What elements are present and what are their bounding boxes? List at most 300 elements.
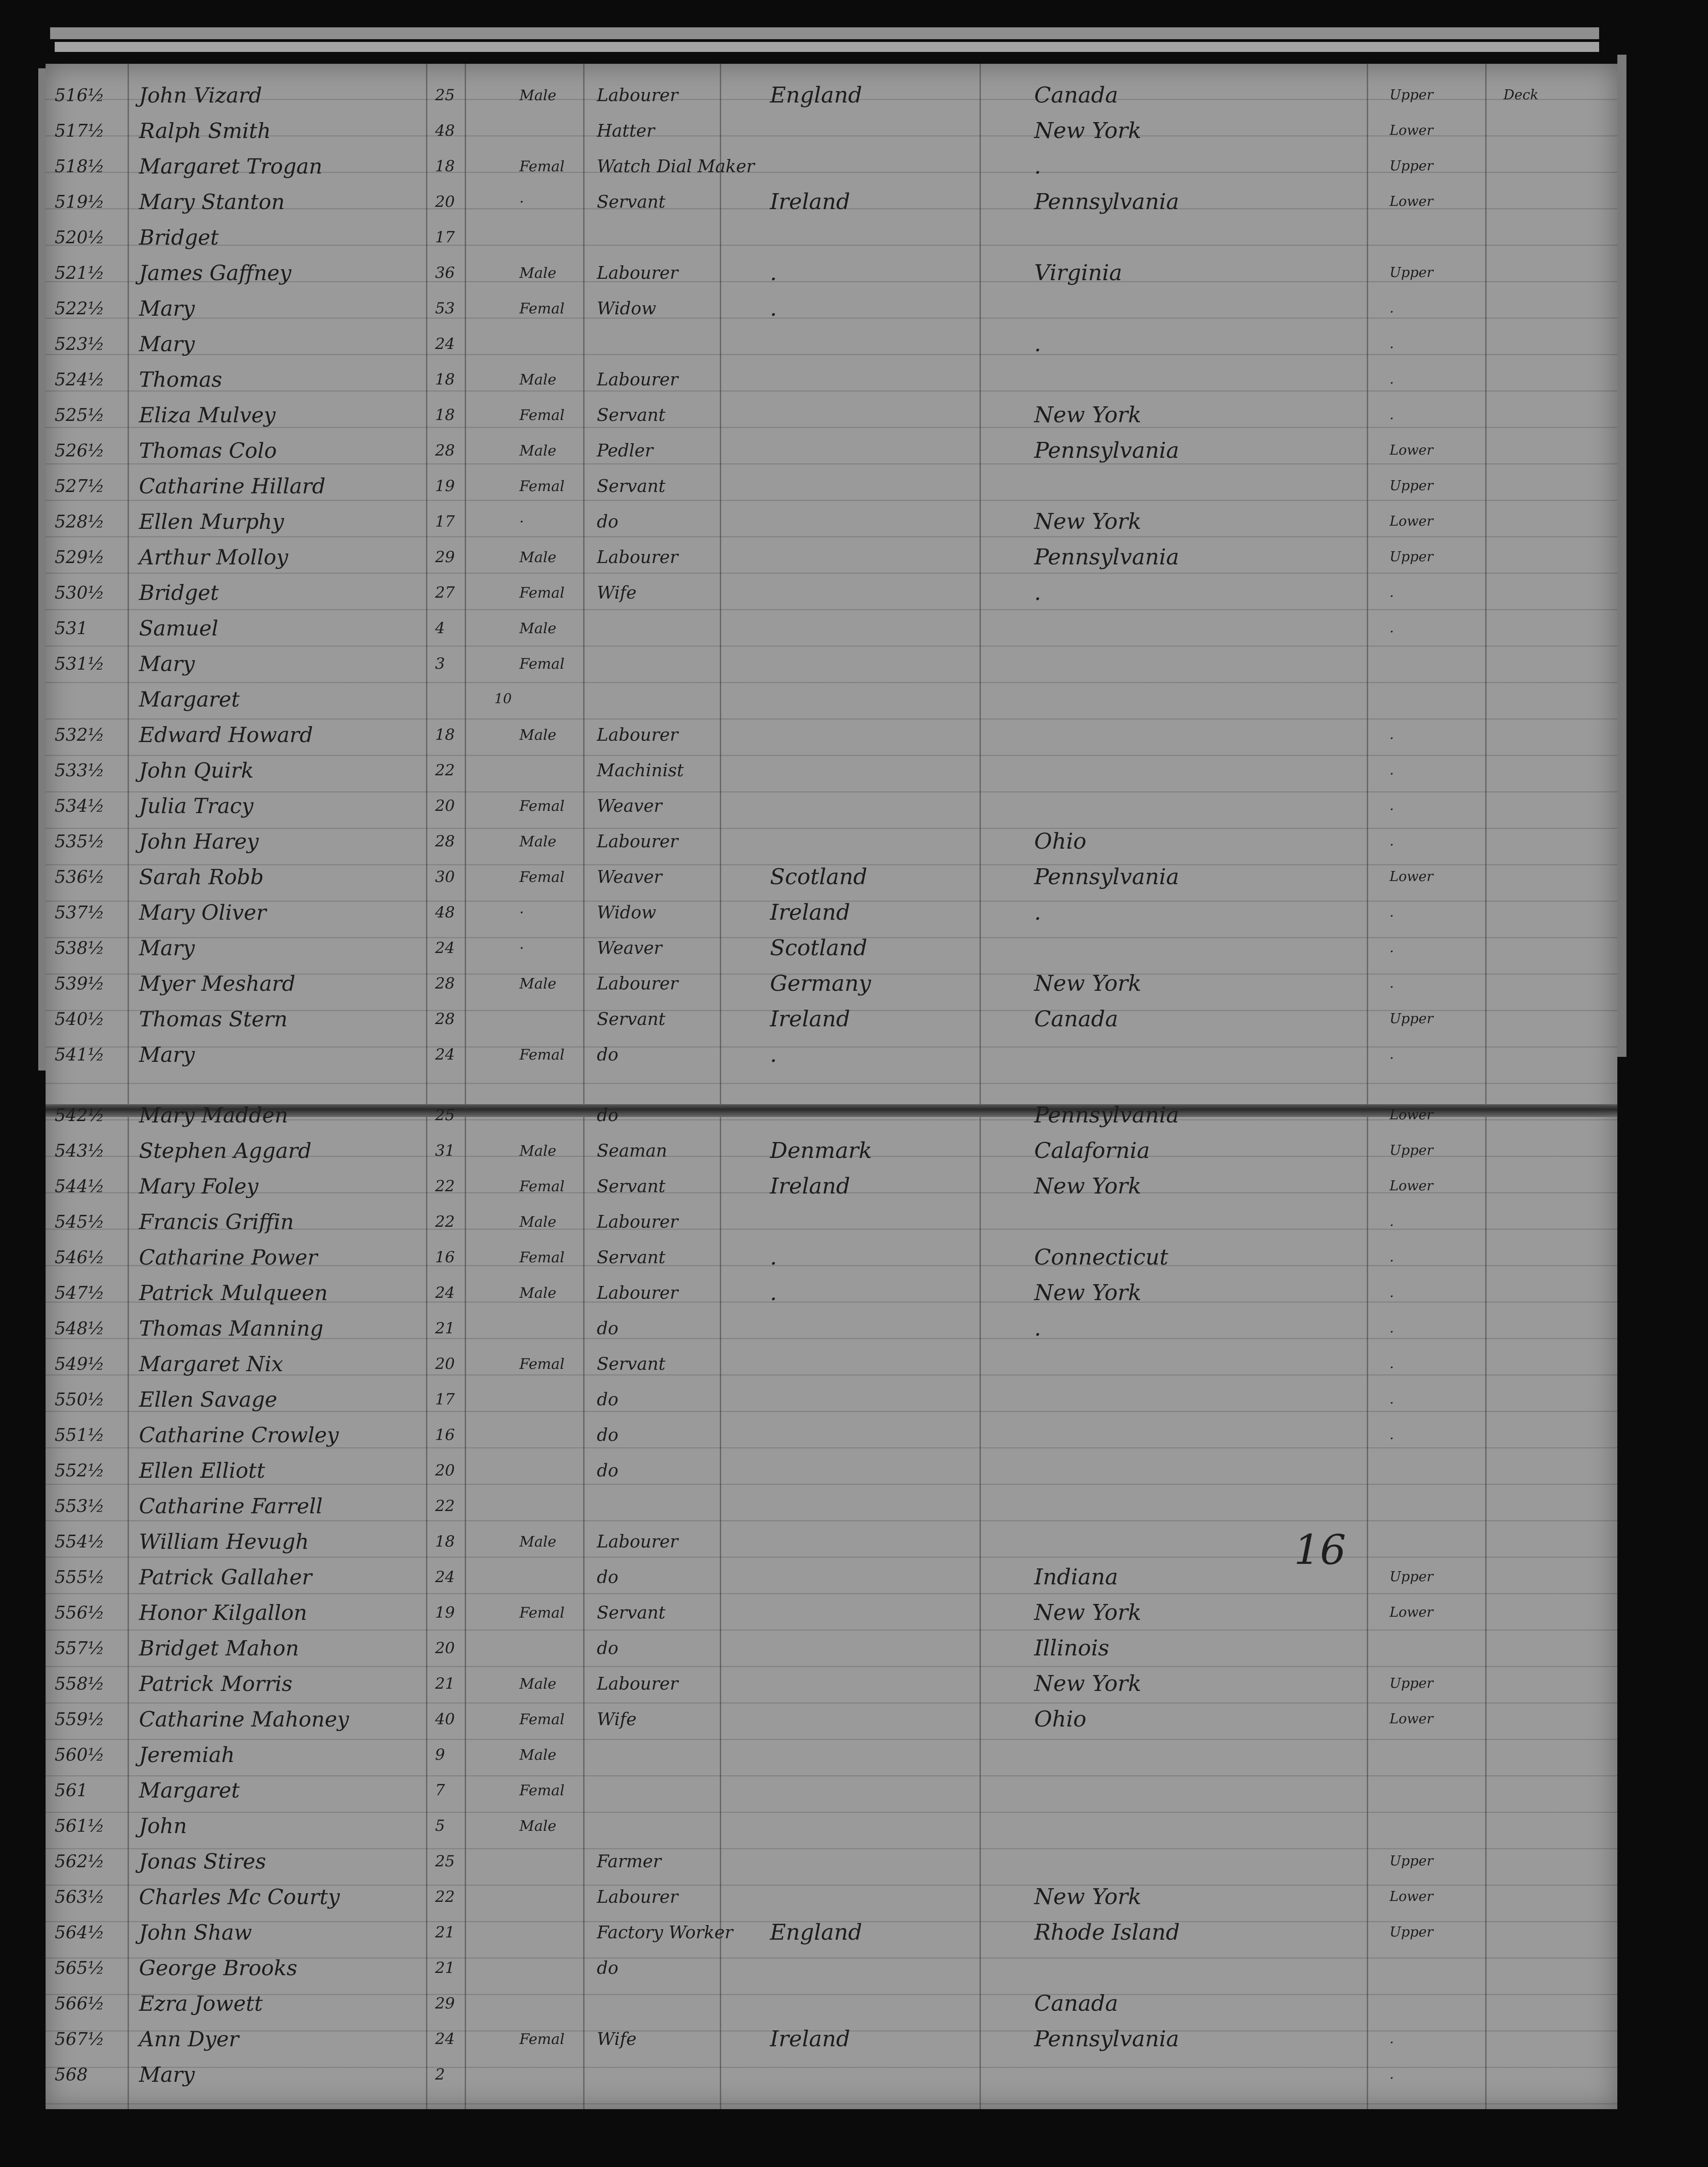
occupation: Hatter: [597, 121, 655, 141]
age: 16: [435, 1248, 455, 1266]
passenger-name: James Gaffney: [139, 261, 292, 285]
deck: Lower: [1390, 194, 1433, 210]
occupation: Machinist: [597, 760, 684, 780]
age: 29: [435, 1994, 455, 2013]
entry-number: 549½: [55, 1354, 105, 1374]
occupation: do: [597, 512, 619, 532]
age: 18: [435, 406, 455, 424]
sex: Femal: [519, 797, 565, 815]
age: 22: [435, 1497, 455, 1515]
entry-number: 551½: [55, 1425, 105, 1445]
manifest-row: [46, 1843, 1617, 1878]
passenger-name: John Shaw: [139, 1920, 252, 1945]
passenger-name: Ellen Savage: [139, 1387, 277, 1412]
age: 7: [435, 1781, 445, 1799]
deck: Upper: [1390, 1924, 1433, 1940]
manifest-row: [46, 858, 1617, 894]
manifest-row: [46, 1239, 1617, 1274]
deck: .: [1390, 336, 1394, 352]
destination: New York: [1034, 1884, 1142, 1910]
age: 21: [435, 1959, 455, 1977]
occupation: Labourer: [597, 1212, 678, 1232]
passenger-name: George Brooks: [139, 1956, 297, 1980]
entry-number: 555½: [55, 1567, 105, 1587]
passenger-name: Francis Griffin: [139, 1209, 294, 1234]
manifest-row: [46, 1036, 1617, 1071]
deck: Lower: [1390, 1178, 1433, 1194]
age: 24: [435, 1045, 455, 1064]
occupation: Factory Worker: [597, 1922, 733, 1942]
sex: Male: [519, 442, 557, 459]
birthplace: .: [770, 1280, 777, 1306]
age: 36: [435, 264, 455, 282]
occupation: Servant: [597, 1176, 666, 1196]
manifest-row: [46, 610, 1617, 645]
age: 18: [435, 726, 455, 744]
sex: Male: [519, 371, 557, 388]
passenger-name: Mary: [139, 332, 195, 356]
age: 17: [435, 512, 455, 531]
destination: Canada: [1034, 1991, 1118, 2016]
deck: .: [1390, 1356, 1394, 1372]
birthplace: Germany: [770, 971, 871, 996]
destination: Pennsylvania: [1034, 864, 1180, 890]
manifest-row: [46, 77, 1617, 112]
deck: Lower: [1390, 442, 1433, 458]
age: 18: [435, 1532, 455, 1551]
entry-number: 564½: [55, 1922, 105, 1942]
age: 25: [435, 1852, 455, 1870]
page-number-mark: 16: [1294, 1526, 1346, 1574]
passenger-name: Mary: [139, 2062, 195, 2087]
entry-number: 521½: [55, 263, 105, 283]
manifest-row: [46, 254, 1617, 290]
destination: Ohio: [1034, 829, 1087, 854]
age: 30: [435, 868, 455, 886]
occupation: Servant: [597, 405, 666, 425]
destination: Virginia: [1034, 260, 1123, 286]
destination: .: [1034, 580, 1041, 605]
deck: .: [1390, 1046, 1394, 1062]
sex: Femal: [519, 868, 565, 886]
passenger-name: Charles Mc Courty: [139, 1885, 340, 1909]
manifest-row: [46, 1452, 1617, 1487]
sex: Femal: [519, 655, 565, 672]
occupation: Labourer: [597, 369, 678, 389]
entry-number: 556½: [55, 1603, 105, 1623]
manifest-row: [46, 1168, 1617, 1203]
entry-number: 560½: [55, 1745, 105, 1765]
passenger-name: Jeremiah: [139, 1742, 235, 1767]
occupation: Wife: [597, 583, 637, 603]
manifest-row: [46, 1949, 1617, 1985]
destination: New York: [1034, 1600, 1142, 1625]
sex: Male: [519, 1142, 557, 1159]
deck: .: [1390, 2066, 1394, 2082]
passenger-name: Patrick Morris: [139, 1671, 292, 1696]
occupation: Weaver: [597, 796, 662, 816]
entry-number: 531: [55, 618, 88, 638]
occupation: Servant: [597, 1009, 666, 1029]
age: 48: [435, 122, 455, 140]
deck: .: [1390, 1427, 1394, 1443]
sex: Femal: [519, 158, 565, 175]
deck: Lower: [1390, 513, 1433, 529]
birthplace: Scotland: [770, 935, 867, 961]
occupation: Servant: [597, 1603, 666, 1623]
occupation: Farmer: [597, 1851, 662, 1871]
entry-number: 519½: [55, 192, 105, 212]
birthplace: .: [770, 296, 777, 321]
entry-number: 558½: [55, 1674, 105, 1694]
passenger-name: Honor Kilgallon: [139, 1600, 308, 1625]
entry-number: 559½: [55, 1709, 105, 1729]
manifest-row: [46, 1807, 1617, 1843]
manifest-row: [46, 219, 1617, 254]
deck: Upper: [1390, 1853, 1433, 1869]
manifest-row: [46, 2056, 1617, 2091]
sex: Femal: [519, 1355, 565, 1373]
manifest-row: [46, 432, 1617, 467]
entry-number: 561½: [55, 1816, 105, 1836]
manifest-row: [46, 1629, 1617, 1665]
age: 27: [435, 584, 455, 602]
sex: Femal: [519, 2030, 565, 2048]
entry-number: 545½: [55, 1212, 105, 1232]
age: 20: [435, 1461, 455, 1480]
deck: .: [1390, 975, 1394, 991]
manifest-row: [46, 1701, 1617, 1736]
entry-number: 528½: [55, 512, 105, 532]
sex: Male: [519, 833, 557, 850]
age: 20: [435, 1639, 455, 1657]
entry-number: 546½: [55, 1247, 105, 1267]
entry-number: 539½: [55, 973, 105, 994]
age: 40: [435, 1710, 455, 1728]
entry-number: 565½: [55, 1958, 105, 1978]
entry-number: 547½: [55, 1283, 105, 1303]
passenger-name: Samuel: [139, 616, 219, 640]
deck: .: [1390, 798, 1394, 814]
entry-number: 541½: [55, 1045, 105, 1065]
sex: Male: [519, 726, 557, 743]
destination: Pennsylvania: [1034, 438, 1180, 463]
manifest-row: [46, 1558, 1617, 1594]
manifest-page: [46, 64, 1617, 2109]
birthplace: .: [770, 1042, 777, 1067]
page-stack-edge-right: [1617, 55, 1626, 1057]
occupation: do: [597, 1425, 619, 1445]
sex: Male: [519, 264, 557, 282]
manifest-row: [46, 503, 1617, 538]
passenger-name: Edward Howard: [139, 722, 313, 747]
deck: Upper: [1390, 1142, 1433, 1158]
manifest-row: [46, 1914, 1617, 1949]
deck: .: [1390, 620, 1394, 636]
manifest-row: [46, 1878, 1617, 1914]
passenger-name: Ann Dyer: [139, 2027, 239, 2051]
sex: Male: [519, 1675, 557, 1692]
age: 21: [435, 1319, 455, 1337]
manifest-row: [46, 716, 1617, 752]
birthplace: England: [770, 82, 862, 108]
manifest-row: [46, 1594, 1617, 1629]
passenger-name: Margaret: [139, 687, 240, 712]
deck: Upper: [1390, 1675, 1433, 1691]
occupation: Servant: [597, 476, 666, 496]
entry-number: 552½: [55, 1460, 105, 1481]
entry-number: 524½: [55, 369, 105, 389]
sex: ·: [519, 904, 524, 921]
deck: .: [1390, 904, 1394, 920]
passenger-name: Margaret Trogan: [139, 154, 323, 179]
destination: Pennsylvania: [1034, 2026, 1180, 2052]
occupation: Labourer: [597, 831, 678, 851]
entry-number: 526½: [55, 441, 105, 461]
age: 22: [435, 1213, 455, 1231]
manifest-row: [46, 361, 1617, 396]
passenger-name: Julia Tracy: [139, 794, 254, 818]
occupation: Servant: [597, 1354, 666, 1374]
passenger-name: Ellen Murphy: [139, 509, 284, 534]
age: 4: [435, 619, 445, 637]
manifest-row: [46, 752, 1617, 787]
sex: Femal: [519, 406, 565, 424]
age: 24: [435, 2030, 455, 2048]
manifest-row: [46, 1736, 1617, 1772]
passenger-name: John: [139, 1814, 187, 1838]
deck: Lower: [1390, 1604, 1433, 1620]
manifest-row: [46, 1665, 1617, 1701]
destination: Connecticut: [1034, 1245, 1169, 1270]
deck: .: [1390, 584, 1394, 600]
age: 3: [435, 655, 445, 673]
entry-number: 536½: [55, 867, 105, 887]
sex: Male: [519, 548, 557, 566]
occupation: Pedler: [597, 441, 653, 461]
birthplace: Scotland: [770, 864, 867, 890]
entry-number: 553½: [55, 1496, 105, 1516]
deck: .: [1390, 371, 1394, 387]
occupation: Widow: [597, 902, 657, 922]
passenger-name: Jonas Stires: [139, 1849, 266, 1874]
deck: .: [1390, 762, 1394, 778]
manifest-row: [46, 1523, 1617, 1558]
age: 28: [435, 441, 455, 460]
passenger-name: Catharine Farrell: [139, 1494, 323, 1518]
entry-number: 535½: [55, 831, 105, 851]
manifest-row: [46, 148, 1617, 183]
age: 9: [435, 1746, 445, 1764]
sex: Male: [519, 1284, 557, 1301]
sex: Femal: [519, 477, 565, 495]
passenger-name: Catharine Power: [139, 1245, 318, 1270]
passenger-name: Margaret: [139, 1778, 240, 1803]
extra-note: 10: [494, 691, 512, 707]
birthplace: Ireland: [770, 189, 850, 215]
passenger-name: Mary Stanton: [139, 190, 285, 214]
entry-number: 550½: [55, 1389, 105, 1409]
destination: .: [1034, 331, 1041, 357]
age: 28: [435, 974, 455, 993]
sex: Femal: [519, 1249, 565, 1266]
age: 53: [435, 299, 455, 318]
occupation: Wife: [597, 2029, 637, 2049]
manifest-row: [46, 894, 1617, 929]
occupation: do: [597, 1105, 619, 1125]
manifest-row: [46, 467, 1617, 503]
entry-number: 542½: [55, 1105, 105, 1125]
birthplace: Ireland: [770, 1173, 850, 1199]
passenger-name: Bridget Mahon: [139, 1636, 299, 1660]
passenger-name: Mary: [139, 936, 195, 960]
birthplace: Denmark: [770, 1138, 872, 1163]
passenger-name: John Vizard: [139, 83, 262, 108]
destination: Indiana: [1034, 1564, 1118, 1590]
destination: Canada: [1034, 82, 1118, 108]
occupation: Servant: [597, 1247, 666, 1267]
deck: .: [1390, 1249, 1394, 1265]
deck: Lower: [1390, 1889, 1433, 1905]
manifest-row: [46, 1772, 1617, 1807]
entry-number: 525½: [55, 405, 105, 425]
destination: Pennsylvania: [1034, 544, 1180, 570]
deck: Lower: [1390, 1711, 1433, 1727]
manifest-row: [46, 1096, 1617, 1132]
passenger-name: Thomas Colo: [139, 438, 277, 463]
age: 25: [435, 86, 455, 104]
manifest-row: [46, 574, 1617, 610]
passenger-name: Thomas Manning: [139, 1316, 323, 1341]
entry-number: 517½: [55, 121, 105, 141]
occupation: Watch Dial Maker: [597, 156, 755, 176]
manifest-row: [46, 681, 1617, 716]
sex: Femal: [519, 584, 565, 601]
sex: ·: [519, 193, 524, 210]
occupation: do: [597, 1389, 619, 1409]
sex: Male: [519, 1533, 557, 1550]
manifest-row: [46, 538, 1617, 574]
passenger-name: Eliza Mulvey: [139, 403, 276, 427]
passenger-name: Arthur Molloy: [139, 545, 288, 569]
age: 48: [435, 903, 455, 922]
entry-number: 554½: [55, 1532, 105, 1552]
entry-number: 567½: [55, 2029, 105, 2049]
passenger-name: Catharine Crowley: [139, 1423, 339, 1447]
passenger-name: Ralph Smith: [139, 118, 271, 143]
occupation: Labourer: [597, 1674, 678, 1694]
destination: New York: [1034, 1173, 1142, 1199]
age: 21: [435, 1923, 455, 1942]
entry-number: 543½: [55, 1141, 105, 1161]
passenger-name: Mary Oliver: [139, 900, 267, 925]
destination: New York: [1034, 1671, 1142, 1696]
deck: .: [1390, 833, 1394, 849]
entry-number: 568: [55, 2065, 88, 2085]
passenger-name: William Hevugh: [139, 1529, 309, 1554]
passenger-name: Margaret Nix: [139, 1352, 283, 1376]
occupation: do: [597, 1045, 619, 1065]
occupation: do: [597, 1318, 619, 1338]
destination: Canada: [1034, 1006, 1118, 1032]
passenger-name: Sarah Robb: [139, 865, 264, 889]
manifest-row: [46, 1487, 1617, 1523]
entry-number: 533½: [55, 760, 105, 780]
occupation: do: [597, 1958, 619, 1978]
age: 20: [435, 193, 455, 211]
passenger-name: Ellen Elliott: [139, 1458, 265, 1483]
manifest-row: [46, 1985, 1617, 2020]
destination: New York: [1034, 402, 1142, 428]
passenger-name: Thomas: [139, 367, 222, 392]
birthplace: Ireland: [770, 1006, 850, 1032]
deck: Lower: [1390, 123, 1433, 138]
age: 20: [435, 1355, 455, 1373]
entry-number: 530½: [55, 583, 105, 603]
sex: Femal: [519, 300, 565, 317]
age: 24: [435, 1284, 455, 1302]
sex: Femal: [519, 1711, 565, 1728]
manifest-row: [46, 1274, 1617, 1310]
occupation: Weaver: [597, 867, 662, 887]
manifest-row: [46, 112, 1617, 148]
deck: Upper: [1390, 1011, 1433, 1027]
occupation: Labourer: [597, 1532, 678, 1552]
manifest-row: [46, 1203, 1617, 1239]
entry-number: 522½: [55, 298, 105, 318]
birthplace: England: [770, 1920, 862, 1945]
passenger-name: Myer Meshard: [139, 971, 296, 996]
entry-number: 520½: [55, 227, 105, 247]
age: 19: [435, 1603, 455, 1622]
deck: .: [1390, 2031, 1394, 2047]
destination: New York: [1034, 971, 1142, 996]
destination: Ohio: [1034, 1706, 1087, 1732]
occupation: do: [597, 1460, 619, 1481]
age: 31: [435, 1142, 455, 1160]
manifest-row: [46, 2020, 1617, 2056]
manifest-row: [46, 1345, 1617, 1381]
occupation: do: [597, 1567, 619, 1587]
deck: Lower: [1390, 1107, 1433, 1123]
deck: Upper: [1390, 158, 1433, 174]
sex: Femal: [519, 1178, 565, 1195]
entry-number: 529½: [55, 547, 105, 567]
deck: Upper: [1390, 265, 1433, 281]
destination: Calafornia: [1034, 1138, 1150, 1163]
occupation: Labourer: [597, 973, 678, 994]
age: 18: [435, 157, 455, 175]
deck: Upper: [1390, 549, 1433, 565]
passenger-name: Catharine Hillard: [139, 474, 326, 498]
occupation: Labourer: [597, 85, 678, 105]
destination: New York: [1034, 1280, 1142, 1306]
passenger-name: Thomas Stern: [139, 1007, 288, 1031]
entry-number: 527½: [55, 476, 105, 496]
age: 17: [435, 228, 455, 246]
age: 19: [435, 477, 455, 495]
manifest-row: [46, 1132, 1617, 1168]
manifest-row: [46, 965, 1617, 1000]
deck: .: [1390, 1214, 1394, 1230]
deck: .: [1390, 727, 1394, 743]
destination: Rhode Island: [1034, 1920, 1180, 1945]
occupation: Labourer: [597, 1283, 678, 1303]
age: 16: [435, 1426, 455, 1444]
occupation: do: [597, 1638, 619, 1658]
deck: .: [1390, 1391, 1394, 1407]
manifest-row: [46, 290, 1617, 325]
